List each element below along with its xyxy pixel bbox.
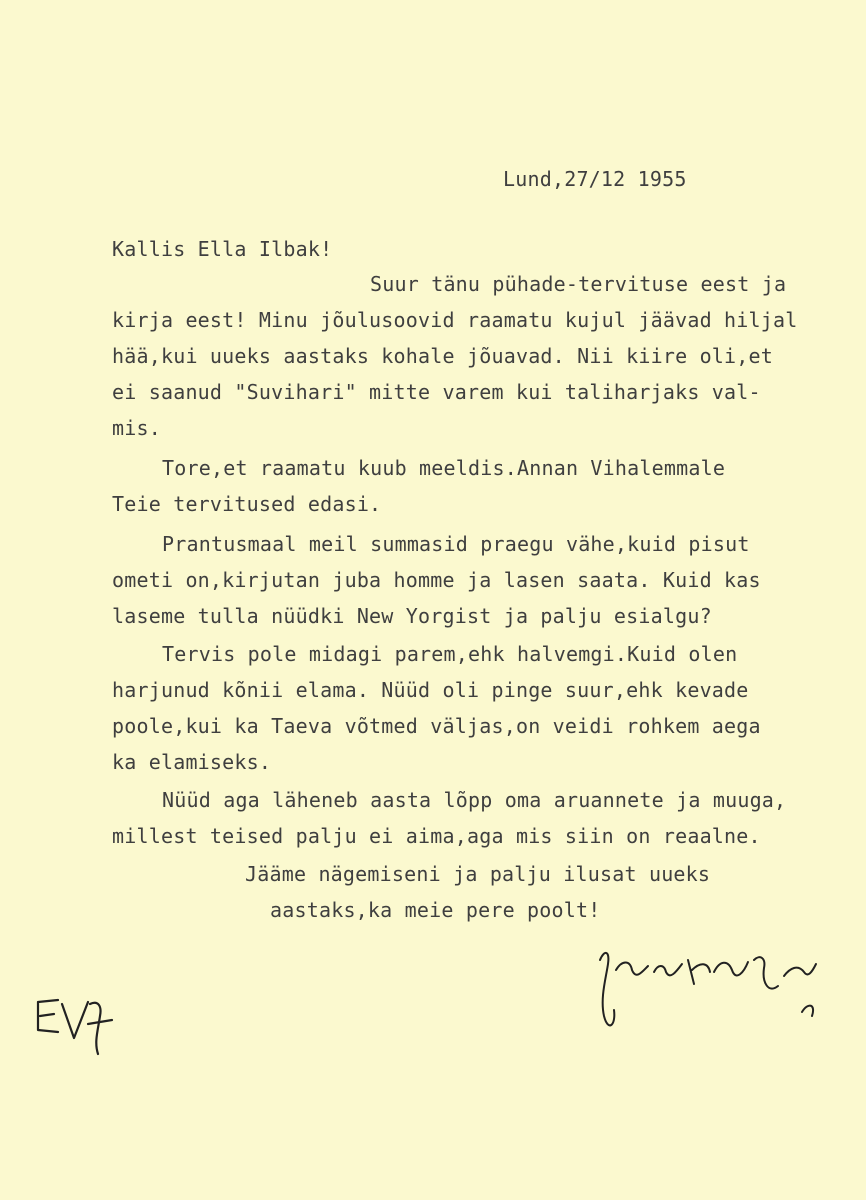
letter-line-10: laseme tulla nüüdki New Yorgist ja palju esialgu? — [112, 604, 712, 628]
letter-line-9: ometi on,kirjutan juba homme ja lasen saata. Kuid kas — [112, 568, 761, 592]
letter-line-18: aastaks,ka meie pere poolt! — [270, 898, 601, 922]
letter-line-15: Nüüd aga läheneb aasta lõpp oma aruannete ja muuga, — [162, 788, 787, 812]
letter-line-5: mis. — [112, 416, 161, 440]
letter-line-12: harjunud kõnii elama. Nüüd oli pinge suur,ehk kevade — [112, 678, 749, 702]
handwritten-signature-icon — [592, 942, 832, 1042]
letter-line-13: poole,kui ka Taeva võtmed väljas,on veidi rohkem aega — [112, 714, 761, 738]
letter-line-16: millest teised palju ei aima,aga mis siin on reaalne. — [112, 824, 761, 848]
salutation: Kallis Ella Ilbak! — [112, 237, 333, 261]
letter-line-3: hää,kui uueks aastaks kohale jõuavad. Nii kiire oli,et — [112, 344, 774, 368]
letter-line-11: Tervis pole midagi parem,ehk halvemgi.Kuid olen — [162, 642, 738, 666]
handwritten-initials-icon — [28, 990, 128, 1070]
letter-line-1: Suur tänu pühade-tervituse eest ja — [370, 272, 787, 296]
letter-line-8: Prantusmaal meil summasid praegu vähe,kuid pisut — [162, 532, 750, 556]
letter-line-6: Tore,et raamatu kuub meeldis.Annan Vihalemmale — [162, 456, 726, 480]
letter-date: Lund,27/12 1955 — [503, 167, 687, 191]
letter-line-14: ka elamiseks. — [112, 750, 272, 774]
letter-line-4: ei saanud "Suvihari" mitte varem kui taliharjaks val- — [112, 380, 761, 404]
letter-line-7: Teie tervitused edasi. — [112, 492, 382, 516]
letter-line-17: Jääme nägemiseni ja palju ilusat uueks — [245, 862, 711, 886]
letter-line-2: kirja eest! Minu jõulusoovid raamatu kujul jäävad hiljal — [112, 308, 798, 332]
